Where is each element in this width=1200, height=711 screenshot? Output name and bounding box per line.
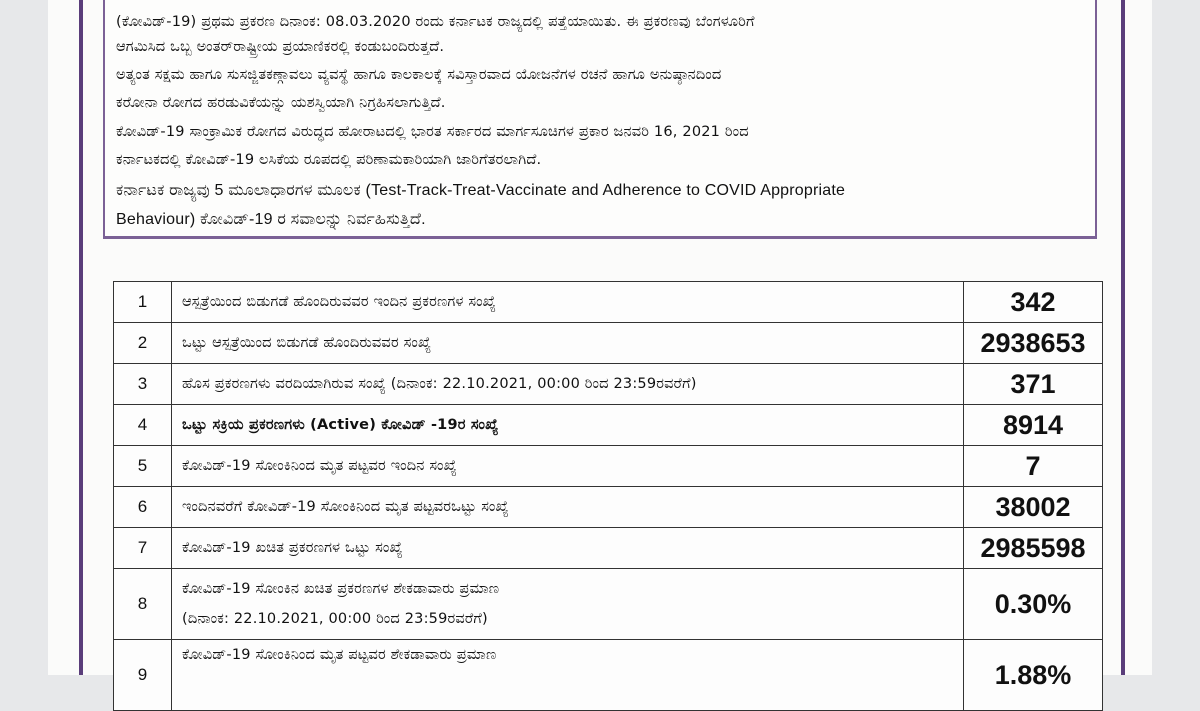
row-description: ಆಸ್ಪತ್ರೆಯಿಂದ ಬಿಡುಗಡೆ ಹೊಂದಿರುವವರ ಇಂದಿನ ಪ್ರಕರಣಗಳ ಸಂಖ್ಯೆ: [172, 282, 964, 323]
row-value: 371: [964, 364, 1103, 405]
info-line: ಕೋವಿಡ್-19 ಸಾಂಕ್ರಾಮಿಕ ರೋಗದ ವಿರುದ್ಧದ ಹೋರಾಟದಲ್ಲಿ ಭಾರತ ಸರ್ಕಾರದ ಮಾರ್ಗಸೂಚಿಗಳ ಪ್ರಕಾರ ಜನವರಿ 16, 2021 ರಿಂದ: [116, 124, 749, 140]
row-number: 8: [114, 569, 172, 640]
row-description-line: ಕೋವಿಡ್-19 ಸೋಂಕಿನ ಖಚಿತ ಪ್ರಕರಣಗಳ ಶೇಕಡಾವಾರು ಪ್ರಮಾಣ: [182, 581, 500, 597]
left-border-rule: [79, 0, 83, 675]
info-box: [103, 0, 1097, 239]
row-value: 1.88%: [964, 640, 1103, 711]
row-number: 3: [114, 364, 172, 405]
row-number: 2: [114, 323, 172, 364]
row-number: 1: [114, 282, 172, 323]
table-row: [114, 487, 1103, 528]
table-row: [114, 528, 1103, 569]
covid-stats-table: [113, 281, 1103, 711]
table-row: [114, 323, 1103, 364]
row-value: 2938653: [964, 323, 1103, 364]
row-value: 7: [964, 446, 1103, 487]
row-number: 7: [114, 528, 172, 569]
table-row: [114, 282, 1103, 323]
row-number: 6: [114, 487, 172, 528]
table-row: [114, 405, 1103, 446]
row-number: 5: [114, 446, 172, 487]
row-value: 8914: [964, 405, 1103, 446]
row-description-line: ಕೋವಿಡ್-19 ಸೋಂಕಿನಿಂದ ಮೃತ ಪಟ್ಟವರ ಶೇಕಡಾವಾರು ಪ್ರಮಾಣ: [182, 647, 497, 663]
right-border-rule: [1121, 0, 1125, 675]
row-number: 9: [114, 640, 172, 711]
row-number: 4: [114, 405, 172, 446]
info-line: ಕರ್ನಾಟಕ ರಾಜ್ಯವು 5 ಮೂಲಾಧಾರಗಳ ಮೂಲಕ (Test-Track-Treat-Vaccinate and Adherence to COVID Appropriate: [116, 182, 846, 199]
row-value: 2985598: [964, 528, 1103, 569]
row-description: [172, 640, 964, 711]
row-description: ಹೊಸ ಪ್ರಕರಣಗಳು ವರದಿಯಾಗಿರುವ ಸಂಖ್ಯೆ (ದಿನಾಂಕ: 22.10.2021, 00:00 ರಿಂದ 23:59ರವರೆಗೆ): [172, 364, 964, 405]
info-line: (ಕೋವಿಡ್-19) ಪ್ರಥಮ ಪ್ರಕರಣ ದಿನಾಂಕ: 08.03.2020 ರಂದು ಕರ್ನಾಟಕ ರಾಜ್ಯದಲ್ಲಿ ಪತ್ತೆಯಾಯಿತು. ಈ ಪ್ರಕರಣವು ಬೆಂಗಳೂರಿಗೆ: [116, 14, 755, 30]
row-description: [172, 569, 964, 640]
table-row: [114, 446, 1103, 487]
row-description: ಕೋವಿಡ್-19 ಖಚಿತ ಪ್ರಕರಣಗಳ ಒಟ್ಟು ಸಂಖ್ಯೆ: [172, 528, 964, 569]
row-description: ಒಟ್ಟು ಆಸ್ಪತ್ರೆಯಿಂದ ಬಿಡುಗಡೆ ಹೊಂದಿರುವವರ ಸಂಖ್ಯೆ: [172, 323, 964, 364]
info-line: ಕರ್ನಾಟಕದಲ್ಲಿ ಕೋವಿಡ್-19 ಲಸಿಕೆಯ ರೂಪದಲ್ಲಿ ಪರಿಣಾಮಕಾರಿಯಾಗಿ ಜಾರಿಗೆತರಲಾಗಿದೆ.: [116, 152, 542, 168]
info-line: ಅತ್ಯಂತ ಸಕ್ಷಮ ಹಾಗೂ ಸುಸಜ್ಜಿತಕಣ್ಗಾವಲು ವ್ಯವಸ್ಥೆ ಹಾಗೂ ಕಾಲಕಾಲಕ್ಕೆ ಸವಿಸ್ತಾರವಾದ ಯೋಜನೆಗಳ ರಚನೆ ಹಾಗೂ ಅನುಷ್ಠಾನದಿಂದ: [116, 67, 722, 83]
info-line: ಆಗಮಿಸಿದ ಒಬ್ಬ ಅಂತರ್‌ರಾಷ್ಟ್ರೀಯ ಪ್ರಯಾಣಿಕರಲ್ಲಿ ಕಂಡುಬಂದಿರುತ್ತದೆ.: [116, 39, 445, 55]
row-description-line: (ದಿನಾಂಕ: 22.10.2021, 00:00 ರಿಂದ 23:59ರವರೆಗೆ): [182, 611, 488, 627]
info-line: Behaviour) ಕೋವಿಡ್-19 ರ ಸವಾಲನ್ನು ನಿರ್ವಹಿಸುತ್ತಿದೆ.: [116, 211, 426, 228]
row-value: 0.30%: [964, 569, 1103, 640]
info-line: ಕರೋನಾ ರೋಗದ ಹರಡುವಿಕೆಯನ್ನು ಯಶಸ್ವಿಯಾಗಿ ನಿಗ್ರಹಿಸಲಾಗುತ್ತಿದೆ.: [116, 95, 446, 111]
row-description: ಒಟ್ಟು ಸಕ್ರಿಯ ಪ್ರಕರಣಗಳು (Active) ಕೋವಿಡ್ -19ರ ಸಂಖ್ಯೆ: [172, 405, 964, 446]
table-row: [114, 364, 1103, 405]
row-description: ಕೋವಿಡ್-19 ಸೋಂಕಿನಿಂದ ಮೃತ ಪಟ್ಟವರ ಇಂದಿನ ಸಂಖ್ಯೆ: [172, 446, 964, 487]
table-row: [114, 569, 1103, 640]
row-description: ಇಂದಿನವರೆಗೆ ಕೋವಿಡ್-19 ಸೋಂಕಿನಿಂದ ಮೃತ ಪಟ್ಟವರಒಟ್ಟು ಸಂಖ್ಯೆ: [172, 487, 964, 528]
row-value: 38002: [964, 487, 1103, 528]
row-value: 342: [964, 282, 1103, 323]
table-row: [114, 640, 1103, 711]
